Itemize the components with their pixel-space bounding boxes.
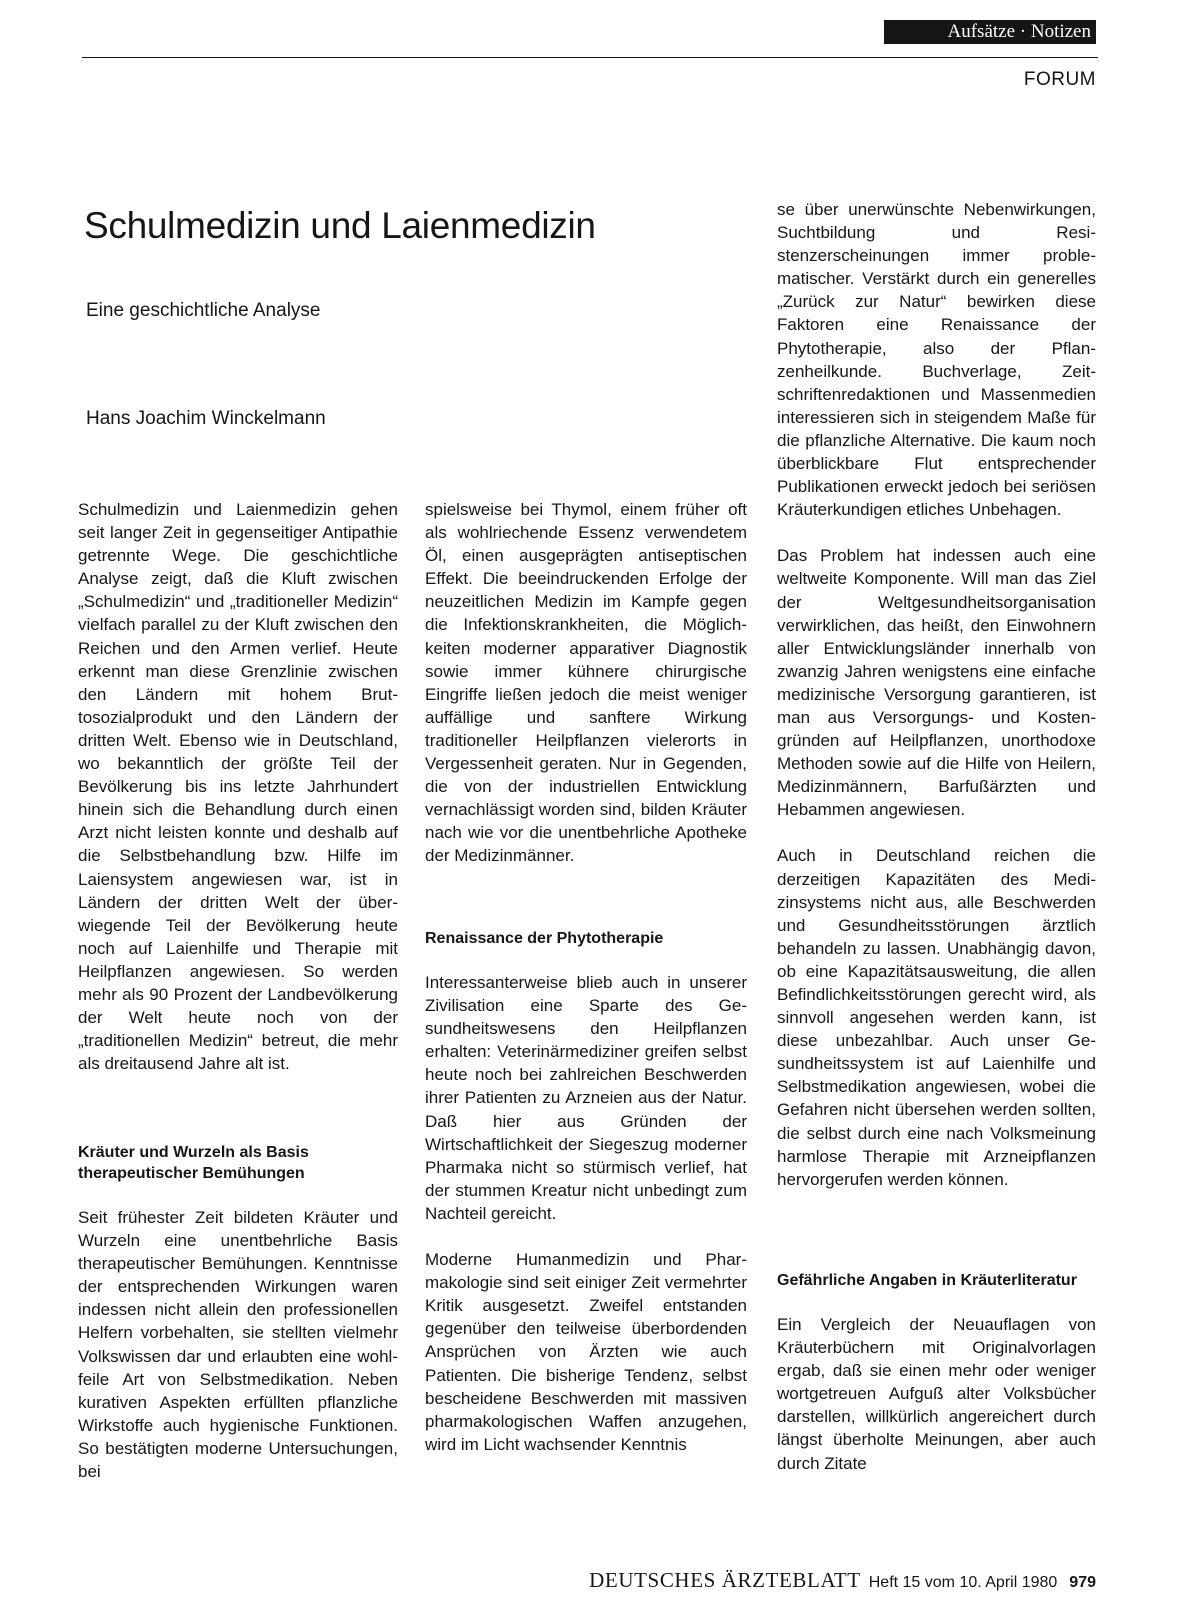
paragraph: Das Problem hat indessen auch eine weltweite Komponente. Will man das Ziel der Weltgesundheitsorganisation verwirklichen, das heißt, den Einwohnern aller Entwicklungsländer innerhalb von zwanzig Jahren wenigstens eine einfache medizinische Versorgung garantieren, ist man aus Versorgungs- und Kostengründen auf Heilpflanzen, unorthodoxe Methoden sowie auf die Hilfe von Heilern, Medizinmännern, Barfußärzten und Hebammen angewiesen.	[777, 546, 1096, 820]
rubric-label: FORUM	[1023, 69, 1096, 90]
paragraph: Interessanterweise blieb auch in unserer Zivilisation eine Sparte des Gesundheitswesens den Heilpflanzen erhalten: Veterinärmediziner greifen selbst heute noch bei zahlreichen Beschwerden ihrer Patienten zu Arzneien aus der Natur. Daß hier aus Gründen der Wirtschaftlichkeit der Siegeszug moderner Pharmaka nicht so stürmisch verlief, hat der stummen Kreatur nicht unbedingt zum Nachteil gereicht.	[425, 973, 747, 1223]
paragraph: spielsweise bei Thymol, einem früher oft als wohlriechende Essenz verwendetem Öl, einen ausgeprägten antiseptischen Effekt. Die beeindruckenden Erfolge der neuzeitlichen Medizin im Kampfe gegen die Infektionskrankheiten, die Möglichkeiten moderner apparativer Diagnostik sowie immer kühnere chirurgische Eingriffe ließen jedoch die meist weniger auffällige und sanftere Wirkung traditioneller Heilpflanzen vielerorts in Vergessenheit geraten. Nur in Gegenden, die von der industriellen Entwicklung vernachlässigt worden sind, bilden Kräuter nach wie vor die unentbehrliche Apotheke der Medizinmänner.	[425, 500, 747, 866]
page-number: 979	[1069, 1574, 1096, 1591]
paragraph: Moderne Humanmedizin und Pharmakologie sind seit einiger Zeit vermehrter Kritik ausgesetzt. Zweifel entstanden gegenüber den teilweise überbordenden Ansprüchen von Ärzten wie auch Patienten. Die bisherige Tendenz, selbst bescheidene Beschwerden mit massiven pharmakologischen Waffen anzugehen, wird im Licht wachsender Kenntnis	[425, 1250, 747, 1454]
header-rule	[82, 57, 1098, 58]
paragraph: Ein Vergleich der Neuauflagen von Kräuterbüchern mit Originalvorlagen ergab, daß sie einen mehr oder weniger wortgetreuen Aufguß alter Volksbücher darstellen, willkürlich angereichert durch längst überholte Meinungen, aber auch durch Zitate	[777, 1315, 1096, 1473]
column-1-upper	[78, 498, 398, 1075]
section-heading: Renaissance der Phytotherapie	[425, 930, 664, 947]
column-3-upper	[777, 198, 1096, 1191]
column-1-lower	[78, 1142, 398, 1483]
paragraph: se über unerwünschte Nebenwirkungen, Suchtbildung und Resistenzerscheinungen immer problematischer. Verstärkt durch ein generelles „Zurück zur Natur“ bewirken diese Faktoren eine Renaissance der Phytotherapie, also der Pflanzenheilkunde. Buchverlage, Zeitschriftenredaktionen und Massenmedien interessieren sich in steigendem Maße für die pflanzliche Alternative. Die kaum noch überblickbare Flut entsprechender Publikationen erweckt jedoch bei seriösen Kräuterkundigen etliches Unbehagen.	[777, 200, 1096, 520]
article-subtitle: Eine geschichtliche Analyse	[86, 300, 321, 321]
column-3-lower	[777, 1270, 1096, 1475]
paragraph: Schulmedizin und Laienmedizin gehen seit langer Zeit in gegenseitiger Antipathie getrennte Wege. Die geschichtliche Analyse zeigt, daß die Kluft zwischen „Schulmedizin“ und „traditioneller Medizin“ vielfach parallel zu der Kluft zwischen den Reichen und den Armen verlief. Heute erkennt man diese Grenzlinie zwischen den Ländern mit hohem Bruttosozialprodukt und den Ländern der dritten Welt. Ebenso wie in Deutschland, wo bekanntlich der größte Teil der Bevölkerung bis ins letzte Jahrhundert hinein sich die Behandlung durch einen Arzt nicht leisten konnte und deshalb auf die Selbstbehandlung bzw. Hilfe im Laiensystem angewiesen war, ist in Ländern der dritten Welt der überwiegende Teil der Bevölkerung heute noch auf Laienhilfe und Therapie mit Heilpflanzen angewiesen. So werden mehr als 90 Prozent der Landbevölkerung der Welt heute noch von der „traditionellen Medizin“ betreut, die mehr als dreitausend Jahre alt ist.	[78, 500, 398, 1074]
section-heading: Gefährliche Angaben in Kräuterliteratur	[777, 1272, 1077, 1289]
journal-name: DEUTSCHES ÄRZTEBLATT	[589, 1568, 861, 1592]
article-title: Schulmedizin und Laienmedizin	[84, 205, 596, 246]
section-tag: Aufsätze · Notizen	[884, 20, 1096, 44]
article-author: Hans Joachim Winckelmann	[86, 408, 326, 429]
issue-info: Heft 15 vom 10. April 1980	[868, 1574, 1058, 1591]
column-2-lower	[425, 928, 747, 1456]
page-footer	[464, 1566, 1096, 1597]
paragraph: Auch in Deutschland reichen die derzeitigen Kapazitäten des Medizinsystems nicht aus, alle Beschwerden und Gesundheitsstörungen ärztlich behandeln zu lassen. Unabhängig davon, ob eine Kapazitätsausweitung, die allen Befindlichkeitsstörungen gerecht wird, als sinnvoll angesehen werden kann, ist diese unbezahlbar. Auch unser Gesundheitssystem ist auf Laienhilfe und Selbstmedikation angewiesen, wobei die Gefahren nicht übersehen werden sollten, die selbst durch eine nach Volksmeinung harmlose Therapie mit Arzneipflanzen hervorgerufen werden können.	[777, 846, 1096, 1189]
section-heading: Kräuter und Wurzeln als Basis therapeutischer Bemühungen	[78, 1144, 309, 1182]
paragraph: Seit frühester Zeit bildeten Kräuter und Wurzeln eine unentbehrliche Basis therapeutischer Bemühungen. Kenntnisse der entsprechenden Wirkungen waren indessen nicht allein den professionellen Helfern vorbehalten, sie stellten vielmehr Volkswissen dar und erlaubten eine wohlfeile Art von Selbstmedikation. Neben kurativen Aspekten erfüllten pflanzliche Wirkstoffe auch hygienische Funktionen. So bestätigten moderne Untersuchungen, bei	[78, 1208, 398, 1482]
column-2-upper	[425, 498, 747, 868]
